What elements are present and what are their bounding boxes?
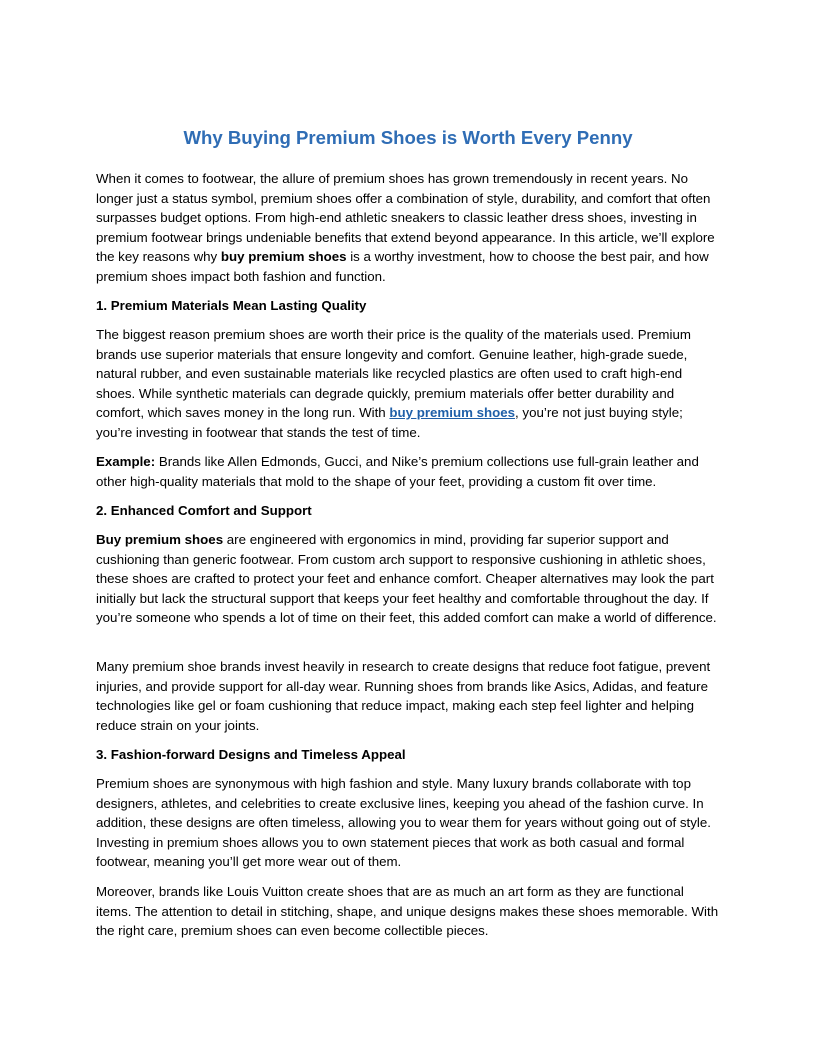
section2-paragraph-2: Many premium shoe brands invest heavily in research to create designs that reduce foot fatigue, prevent injuries, and provide support for all-day wear. Running shoes from brands like Asics, Adidas, and feature technologies like gel or foam cushioning that reduce impact, making each step feel lighter and helping reduce strain on your joints. <box>96 659 711 733</box>
section3-heading: 3. Fashion-forward Designs and Timeless Appeal <box>96 747 406 762</box>
section2-heading: 2. Enhanced Comfort and Support <box>96 503 312 518</box>
intro-paragraph: When it comes to footwear, the allure of premium shoes has grown tremendously in recent years. No longer just a status symbol, premium shoes offer a combination of style, durability, and comfort that often surpasses budget options. From high-end athletic sneakers to classic leather dress shoes, investing in premium footwear brings undeniable benefits that extend beyond appearance. In this article, we’ll explore the key reasons why buy premium shoes is a worthy investment, how to choose the best pair, and how premium shoes impact both fashion and function. <box>96 171 715 284</box>
section1-paragraph: The biggest reason premium shoes are worth their price is the quality of the materials used. Premium brands use superior materials that ensure longevity and comfort. Genuine leather, high-grade suede, natural rubber, and even sustainable materials like recycled plastics are often used to craft high-end shoes. While synthetic materials can degrade quickly, premium materials offer better durability and comfort, which saves money in the long run. With buy premium shoes, you’re not just buying style; you’re investing in footwear that stands the test of time. <box>96 327 691 440</box>
page-title: Why Buying Premium Shoes is Worth Every Penny <box>183 127 633 149</box>
section1-heading: 1. Premium Materials Mean Lasting Quality <box>96 298 367 313</box>
section3-paragraph-1: Premium shoes are synonymous with high fashion and style. Many luxury brands collaborate with top designers, athletes, and celebrities to create exclusive lines, keeping you ahead of the fashion curve. In addition, these designs are often timeless, allowing you to wear them for years without going out of style. Investing in premium shoes allows you to own statement pieces that work as both casual and formal footwear, meaning you’ll get more wear out of them. <box>96 776 711 869</box>
buy-premium-shoes-link[interactable]: buy premium shoes <box>389 405 516 420</box>
example-paragraph: Example: Brands like Allen Edmonds, Gucci, and Nike’s premium collections use full-grain leather and other high-quality materials that mold to the shape of your feet, providing a custom fit over time. <box>96 454 699 489</box>
section2-paragraph-1: Buy premium shoes are engineered with ergonomics in mind, providing far superior support and cushioning than generic footwear. From custom arch support to responsive cushioning in athletic shoes, these shoes are crafted to protect your feet and enhance comfort. Cheaper alternatives may look the part initially but lack the structural support that keeps your feet healthy and comfortable throughout the day. If you’re someone who spends a lot of time on their feet, this added comfort can make a world of difference. <box>96 532 717 625</box>
section3-paragraph-2: Moreover, brands like Louis Vuitton create shoes that are as much an art form as they are functional items. The attention to detail in stitching, shape, and unique designs makes these shoes memorable. With the right care, premium shoes can even become collectible pieces. <box>96 884 719 938</box>
